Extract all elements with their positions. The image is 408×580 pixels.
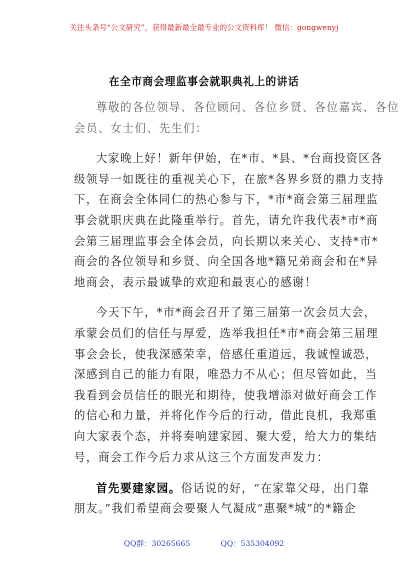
greeting-line: 尊敬的各位领导、各位顾问、各位乡贤、各位嘉宾、各位 xyxy=(96,101,400,114)
paragraph-line: 事会会长，使我深感荣幸，倍感任重道远，我诚惶诚恐， xyxy=(74,347,378,361)
paragraph-line: 大家晚上好！新年伊始，在*市、*县、*台商投资区各 xyxy=(96,152,383,166)
qq-group-number: QQ群：30265665 xyxy=(123,539,191,548)
paragraph-line: 号，商会工作今后力求从这三个方面发声发力： xyxy=(74,450,329,464)
paragraph-line: 地商会，表示最诚挚的欢迎和最衷心的感谢！ xyxy=(74,275,317,289)
paragraph-line: 深感到自己的能力有限，唯恐力不从心；但尽管如此，当 xyxy=(74,368,378,382)
paragraph-line: 下，在商会全体同仁的热心参与下，*市*商会第三届理监 xyxy=(74,193,379,207)
greeting-line: 会员、女士们、先生们： xyxy=(74,121,208,135)
paragraph-line: 我看到会员信任的眼光和期待，使我增添对做好商会工作 xyxy=(74,388,378,402)
document-title: 在全市商会理监事会就职典礼上的讲话 xyxy=(108,76,300,88)
paragraph-line: 承蒙会员们的信任与厚爱，选举我担任*市*商会第三届理 xyxy=(74,326,379,340)
paragraph-line: 的信心和力量，并将化作今后的行动，借此良机，我郑重 xyxy=(74,409,378,423)
paragraph-line: 朋友。”我们希望商会要聚人气凝成“惠聚*城”的*籍企 xyxy=(74,501,357,515)
paragraph-3 xyxy=(74,478,370,519)
paragraph-text: 俗话说的好，“在家靠父母，出门靠 xyxy=(180,482,370,496)
paragraph-line: 级领导一如既往的重视关心下，在旅*各界乡贤的鼎力支持 xyxy=(74,172,384,186)
paragraph-line: 今天下午，*市*商会召开了第三届第一次会员大会， xyxy=(96,306,377,320)
document-body xyxy=(74,98,400,519)
footer-contacts xyxy=(0,538,408,549)
paragraph-line xyxy=(74,478,370,499)
qq-number: QQ：535304092 xyxy=(220,539,285,548)
paragraph-line: 会第三届理监事会全体会员，向长期以来关心、支持*市* xyxy=(74,234,379,248)
paragraph-2 xyxy=(74,303,379,468)
greeting xyxy=(74,98,400,139)
paragraph-line: 事会就职庆典在此隆重举行。首先，请允许我代表*市*商 xyxy=(74,213,379,227)
paragraph-line: 商会的各位领导和乡贤、向全国各地*籍兄弟商会和在*异 xyxy=(74,255,379,269)
paragraph-1 xyxy=(74,149,384,293)
header-note: 关注头条号“公文研究”，获得最新最全最专业的公文资料库！ 微信：gongwenyj xyxy=(69,23,339,32)
paragraph-line: 向大家表个态，并将奏响建家园、聚大爱，给大力的集结 xyxy=(74,429,378,443)
section-heading: 首先要建家园。 xyxy=(96,481,181,496)
